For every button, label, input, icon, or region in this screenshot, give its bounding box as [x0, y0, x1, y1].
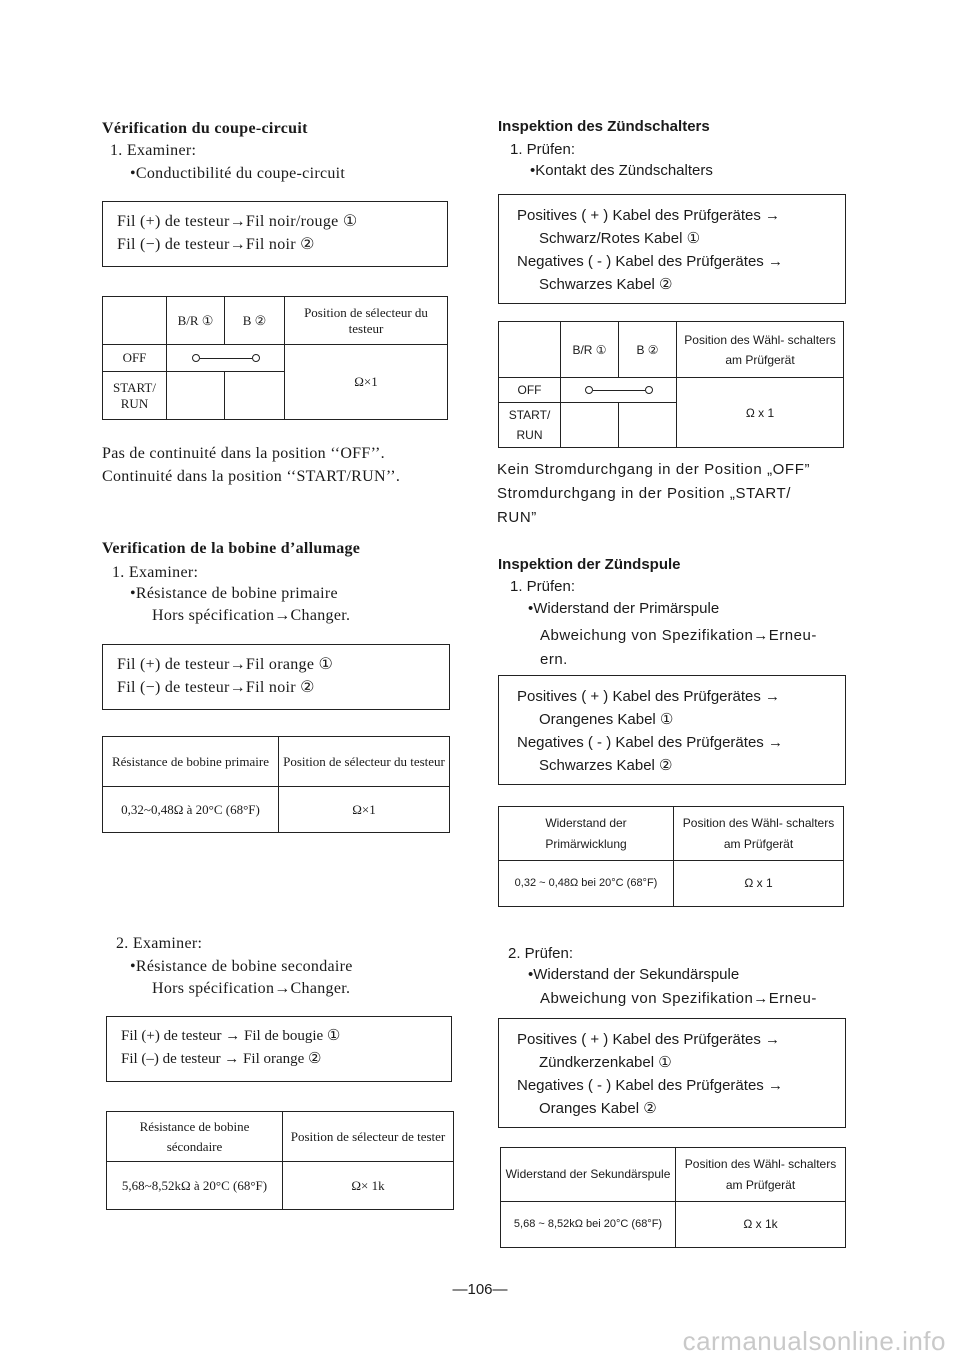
fr-s3-wiring-line: Fil (–) de testeur → Fil orange ② [121, 1051, 322, 1067]
fr-s3-wiring-box [106, 1016, 452, 1082]
table-header: Position de sélecteur de tester [283, 1112, 454, 1162]
de-s1-table [498, 321, 844, 448]
de-s3-wiring-line: Oranges Kabel ② [539, 1100, 657, 1117]
note-line: RUN” [497, 509, 537, 526]
de-s2-sub [540, 624, 817, 672]
note-line: Stromdurchgang in der Position „START/ [497, 485, 792, 502]
fr-s3-table [106, 1111, 454, 1210]
de-s2-title: Inspektion der Zündspule [498, 556, 681, 573]
de-s2-step: 1. Prüfen: [510, 578, 576, 595]
table-header: Position des Wähl- schalters am Prüfgerät [676, 1148, 846, 1202]
de-s1-note [497, 458, 847, 530]
de-s1-wiring-line: Schwarzes Kabel ② [539, 276, 673, 293]
fr-s3-step: 2. Examiner: [116, 935, 203, 952]
table-header: Position des Wähl- schalters am Prüfgerät [677, 322, 844, 378]
de-s2-wiring-box [498, 675, 846, 785]
fr-s2-title: Verification de la bobine d’allumage [102, 540, 361, 557]
de-s2-wiring-line: Negatives ( - ) Kabel des Prüfgerätes → [517, 734, 783, 751]
watermark: carmanualsonline.info [682, 1326, 946, 1356]
de-s1-item: •Kontakt des Zündschalters [530, 162, 713, 179]
fr-s3-item: •Résistance de bobine secondaire [130, 958, 353, 975]
table-header: B/R ① [561, 322, 619, 378]
table-corner [103, 297, 167, 345]
de-s1-wiring-line: Negatives ( - ) Kabel des Prüfgerätes → [517, 253, 783, 270]
de-s2-table [498, 806, 844, 907]
de-s1-wiring-box [498, 194, 846, 304]
fr-s3-wiring-line: Fil (+) de testeur → Fil de bougie ① [121, 1028, 341, 1044]
table-header: Position des Wähl- schalters am Prüfgerät [674, 807, 844, 861]
continuity-symbol [561, 378, 677, 403]
fr-s1-title: Vérification du coupe-circuit [102, 120, 308, 137]
table-cell: 0,32~0,48Ω à 20°C (68°F) [103, 787, 279, 833]
table-cell: Ω x 1k [676, 1202, 846, 1248]
fr-s2-wiring-line: Fil (−) de testeur→Fil noir ② [117, 679, 315, 696]
fr-s1-wiring-box [102, 201, 448, 267]
table-row-label: START/ RUN [499, 403, 561, 448]
table-cell [619, 403, 677, 448]
fr-s1-wiring-line: Fil (+) de testeur→Fil noir/rouge ① [117, 213, 358, 230]
table-header: Widerstand der Sekundärspule [501, 1148, 676, 1202]
de-s3-step: 2. Prüfen: [508, 945, 574, 962]
fr-s2-wiring-box [102, 644, 450, 710]
fr-s2-wiring-line: Fil (+) de testeur→Fil orange ① [117, 656, 334, 673]
table-header: B ② [225, 297, 285, 345]
continuity-symbol [167, 345, 285, 372]
table-header: Résistance de bobine primaire [103, 737, 279, 787]
table-header: Résistance de bobine sécondaire [107, 1112, 283, 1162]
de-s3-wiring-line: Positives ( + ) Kabel des Prüfgerätes → [517, 1031, 781, 1048]
de-s3-table [500, 1147, 846, 1248]
table-cell: Ω× 1k [283, 1162, 454, 1210]
table-cell: 5,68 ~ 8,52kΩ bei 20°C (68°F) [501, 1202, 676, 1248]
de-s3-wiring-line: Negatives ( - ) Kabel des Prüfgerätes → [517, 1077, 783, 1094]
table-header: Position de sélecteur du testeur [279, 737, 450, 787]
table-cell: Ω×1 [279, 787, 450, 833]
table-corner [499, 322, 561, 378]
table-cell [167, 372, 225, 420]
de-s2-wiring-line: Positives ( + ) Kabel des Prüfgerätes → [517, 688, 781, 705]
table-cell: Ω x 1 [674, 861, 844, 907]
fr-s3-sub: Hors spécification→Changer. [152, 980, 351, 997]
fr-s1-wiring-line: Fil (−) de testeur→Fil noir ② [117, 236, 315, 253]
de-s1-title: Inspektion des Zündschalters [498, 118, 710, 135]
table-cell [225, 372, 285, 420]
table-header: B ② [619, 322, 677, 378]
fr-s1-table [102, 296, 448, 420]
sub-line: Abweichung von Spezifikation→Erneu- [540, 627, 817, 644]
fr-s2-step: 1. Examiner: [112, 564, 199, 581]
fr-s1-step: 1. Examiner: [110, 142, 197, 159]
table-cell: Ω x 1 [677, 378, 844, 448]
sub-line: ern. [540, 651, 568, 668]
table-header: Widerstand der Primärwicklung [499, 807, 674, 861]
de-s1-wiring-line: Positives ( + ) Kabel des Prüfgerätes → [517, 207, 781, 224]
note-line: Kein Stromdurchgang in der Position „OFF” [497, 461, 811, 478]
table-header: Position de sélecteur du testeur [285, 297, 448, 345]
table-row-label: OFF [103, 345, 167, 372]
de-s3-sub: Abweichung von Spezifikation→Erneu- [540, 990, 817, 1007]
table-row-label: OFF [499, 378, 561, 403]
table-cell: 5,68~8,52kΩ à 20°C (68°F) [107, 1162, 283, 1210]
fr-s2-table [102, 736, 450, 833]
fr-s1-note [102, 442, 400, 488]
fr-s2-sub: Hors spécification→Changer. [152, 607, 351, 624]
de-s3-item: •Widerstand der Sekundärspule [528, 966, 740, 983]
table-cell: 0,32 ~ 0,48Ω bei 20°C (68°F) [499, 861, 674, 907]
note-line: Pas de continuité dans la position ‘‘OFF’’. [102, 445, 385, 462]
de-s2-item: •Widerstand der Primärspule [528, 600, 720, 617]
de-s3-wiring-line: Zündkerzenkabel ① [539, 1054, 672, 1071]
note-line: Continuité dans la position ‘‘START/RUN’’. [102, 468, 401, 485]
table-cell [561, 403, 619, 448]
fr-s2-item: •Résistance de bobine primaire [130, 585, 338, 602]
de-s1-wiring-line: Schwarz/Rotes Kabel ① [539, 230, 701, 247]
de-s2-wiring-line: Orangenes Kabel ① [539, 711, 674, 728]
table-cell: Ω×1 [285, 345, 448, 420]
de-s1-step: 1. Prüfen: [510, 141, 576, 158]
de-s3-wiring-box [498, 1018, 846, 1128]
table-header: B/R ① [167, 297, 225, 345]
page-number: —106— [452, 1281, 508, 1298]
table-row-label: START/ RUN [103, 372, 167, 420]
de-s2-wiring-line: Schwarzes Kabel ② [539, 757, 673, 774]
fr-s1-item: •Conductibilité du coupe-circuit [130, 165, 346, 182]
